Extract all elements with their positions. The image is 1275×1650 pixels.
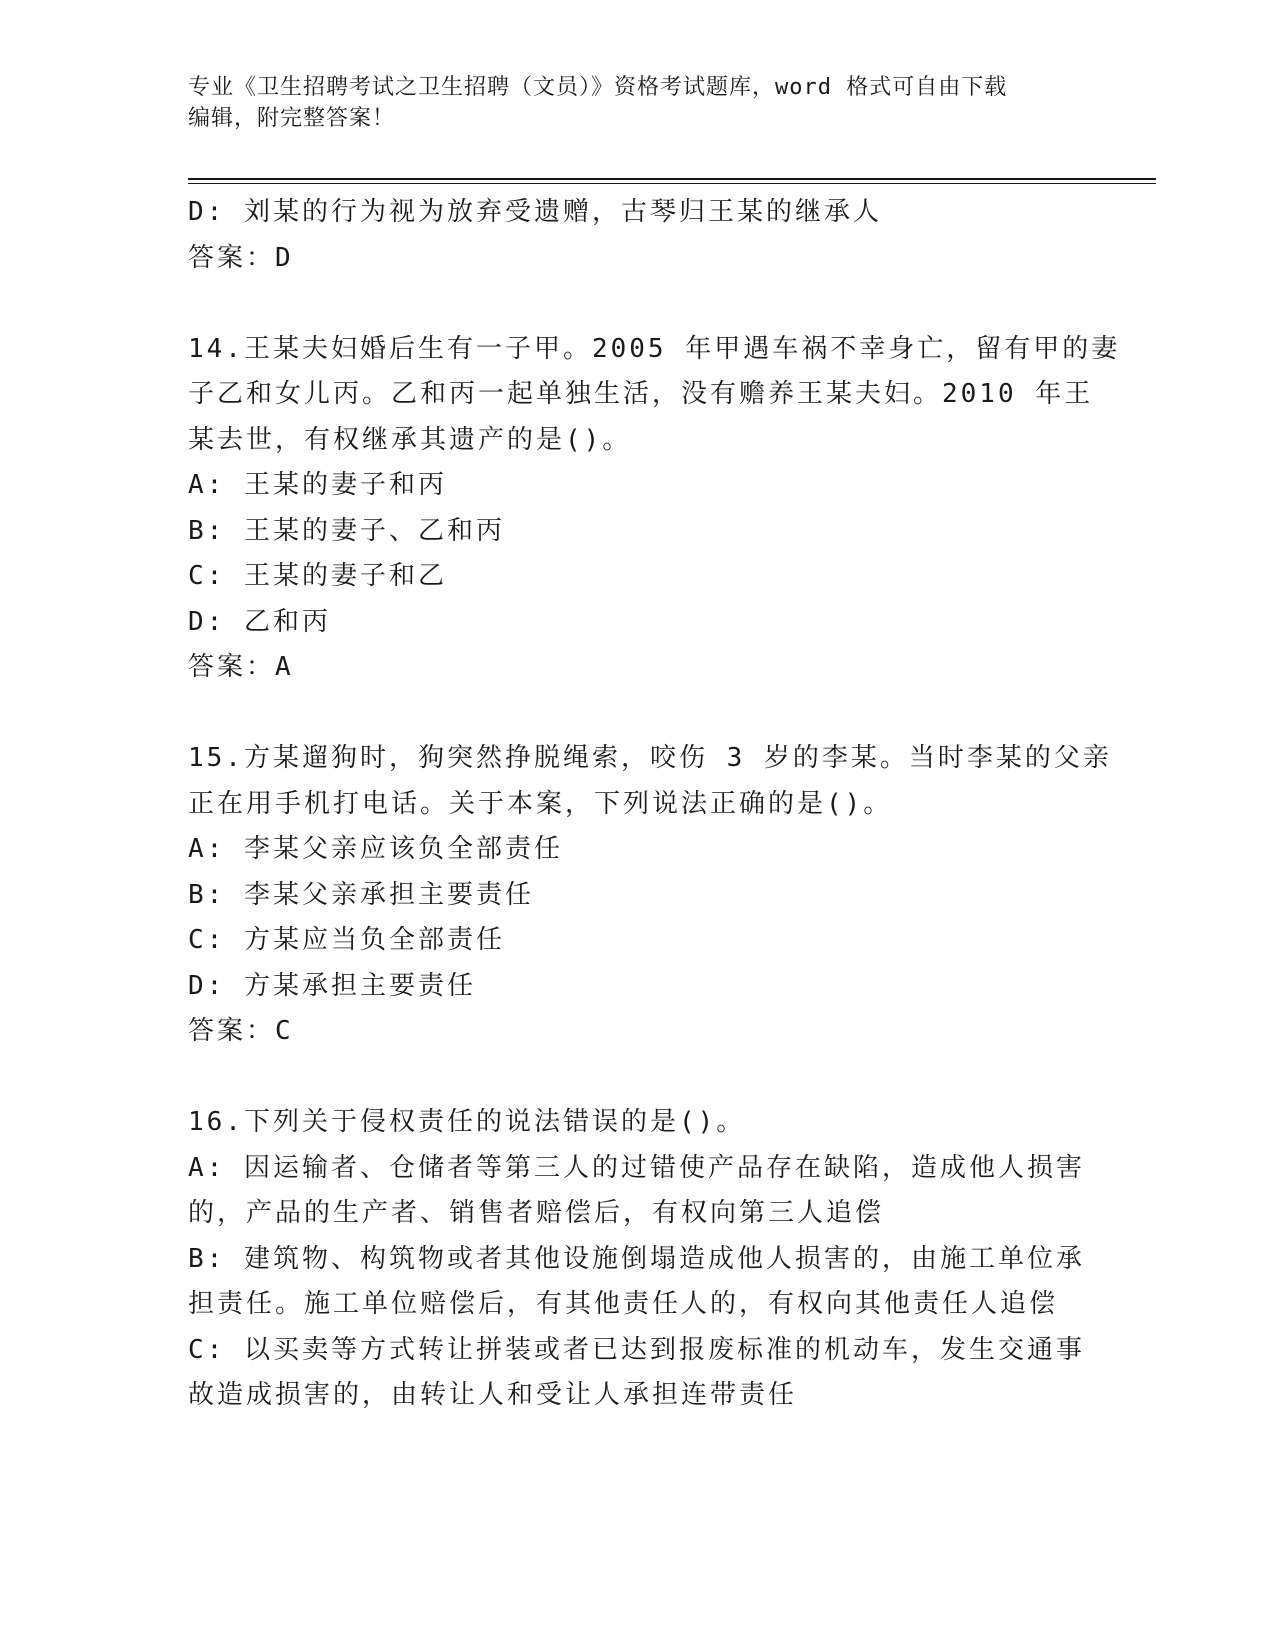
document-body	[188, 190, 1121, 1419]
q15-stem-line-2: 正在用手机打电话。关于本案，下列说法正确的是()。	[188, 788, 893, 819]
q16-option-a-line-1: A: 因运输者、仓储者等第三人的过错使产品存在缺陷，造成他人损害	[188, 1152, 1085, 1183]
q16-stem-line-1: 16.下列关于侵权责任的说法错误的是()。	[188, 1107, 746, 1137]
question-15	[188, 736, 1112, 1055]
header-line-2: 编辑，附完整答案！	[188, 106, 396, 131]
q14-option-c: C: 王某的妻子和乙	[188, 561, 447, 591]
q13-answer: 答案：D	[188, 242, 294, 273]
spacer	[188, 1055, 1088, 1101]
q14-stem-line-2: 子乙和女儿丙。乙和丙一起单独生活，没有赡养王某夫妇。2010 年王	[188, 379, 1094, 409]
q16-option-c-line-2: 故造成损害的，由转让人和受让人承担连带责任	[188, 1380, 798, 1410]
page-header	[188, 72, 1068, 134]
q16-option-c-line-1: C: 以买卖等方式转让拼装或者已达到报废标准的机动车，发生交通事	[188, 1334, 1085, 1365]
spacer	[188, 691, 1088, 737]
q15-answer: 答案：C	[188, 1016, 294, 1046]
q16-option-b-line-1: B: 建筑物、构筑物或者其他设施倒塌造成他人损害的，由施工单位承	[188, 1243, 1085, 1274]
question-16	[188, 1100, 1088, 1419]
header-divider-thick	[188, 178, 1156, 180]
q14-stem-line-1: 14.王某夫妇婚后生有一子甲。2005 年甲遇车祸不幸身亡，留有甲的妻	[188, 333, 1121, 364]
q16-option-a-line-2: 的，产品的生产者、销售者赔偿后，有权向第三人追偿	[188, 1198, 885, 1228]
q14-option-b: B: 王某的妻子、乙和丙	[188, 515, 505, 546]
q15-option-a: A: 李某父亲应该负全部责任	[188, 834, 563, 864]
header-divider-thin	[188, 183, 1156, 184]
question-14	[188, 327, 1121, 691]
q14-option-a: A: 王某的妻子和丙	[188, 470, 447, 500]
q15-option-d: D: 方某承担主要责任	[188, 970, 476, 1001]
q13-option-d: D: 刘某的行为视为放弃受遗赠，古琴归王某的继承人	[188, 197, 882, 227]
question-13-tail	[188, 190, 1088, 281]
q14-answer: 答案：A	[188, 652, 294, 682]
q14-option-d: D: 乙和丙	[188, 606, 331, 637]
q16-option-b-line-2: 担责任。施工单位赔偿后，有其他责任人的，有权向其他责任人追偿	[188, 1289, 1059, 1319]
q15-option-c: C: 方某应当负全部责任	[188, 925, 505, 955]
spacer	[188, 281, 1088, 327]
header-line-1: 专业《卫生招聘考试之卫生招聘（文员）》资格考试题库，word 格式可自由下载	[188, 75, 1008, 100]
q15-stem-line-1: 15.方某遛狗时，狗突然挣脱绳索，咬伤 3 岁的李某。当时李某的父亲	[188, 743, 1112, 773]
q15-option-b: B: 李某父亲承担主要责任	[188, 879, 534, 910]
q14-stem-line-3: 某去世，有权继承其遗产的是()。	[188, 424, 632, 455]
